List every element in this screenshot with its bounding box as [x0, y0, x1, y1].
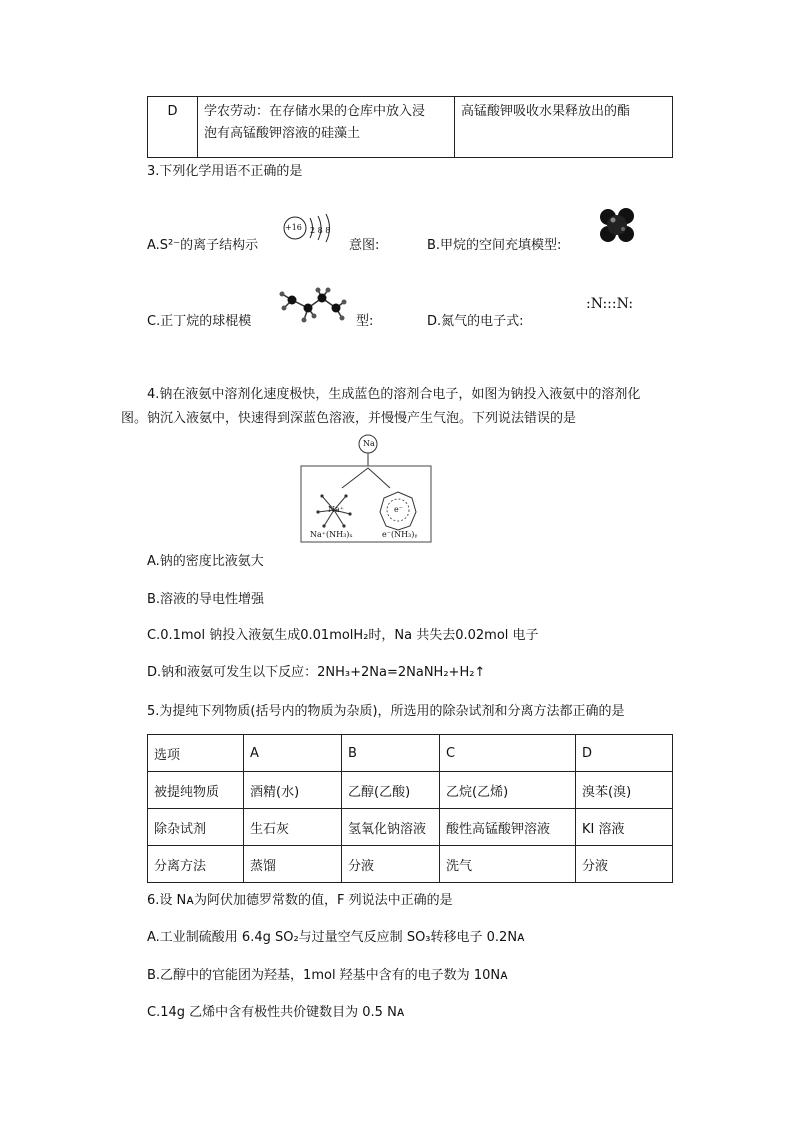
- q6-option-c: C.14g 乙烯中含有极性共价键数目为 0.5 Nᴀ: [147, 1005, 405, 1020]
- previous-question-table-row-d: [147, 96, 673, 158]
- row-d-knowledge: 高锰酸钾吸收水果释放出的酯: [455, 97, 673, 158]
- nitrogen-electron-formula: :N:::N:: [586, 296, 634, 312]
- table-cell: KI 溶液: [576, 809, 673, 846]
- table-cell: 酸性高锰酸钾溶液: [440, 809, 576, 846]
- sodium-solvation-figure: [300, 434, 432, 544]
- table-cell: 氢氧化钠溶液: [342, 809, 440, 846]
- table-cell: 分液: [576, 846, 673, 883]
- q3-stem: 3.下列化学用语不正确的是: [147, 164, 303, 179]
- table-row: [148, 809, 673, 846]
- q6-option-a: A.工业制硫酸用 6.4g SO₂与过量空气反应制 SO₃转移电子 0.2Nᴀ: [147, 930, 525, 945]
- purification-table: [147, 734, 673, 883]
- q4-stem-line2: 图。钠沉入液氨中，快速得到深蓝色溶液，并慢慢产生气泡。下列说法错误的是: [121, 411, 577, 426]
- table-cell: A: [244, 735, 342, 772]
- row-d-option: D: [148, 97, 198, 158]
- figure-left-caption: Na⁺(NH₃)ₓ: [310, 530, 353, 539]
- table-cell: 分液: [342, 846, 440, 883]
- q3-option-d: D.氮气的电子式:: [427, 314, 524, 329]
- table-cell: D: [576, 735, 673, 772]
- table-cell: 蒸馏: [244, 846, 342, 883]
- table-cell: 选项: [148, 735, 244, 772]
- q4-stem-line1: 4.钠在液氨中溶剂化速度极快，生成蓝色的溶剂合电子，如图为钠投入液氨中的溶剂化: [147, 387, 641, 402]
- sulfide-shell-electrons: 2 8 8: [310, 226, 331, 235]
- figure-electron-label: e⁻: [394, 505, 403, 514]
- butane-ball-and-stick-model: [272, 286, 352, 326]
- q3-option-c-prefix: C.正丁烷的球棍模: [147, 314, 252, 329]
- q6-stem: 6.设 Nᴀ为阿伏加德罗常数的值，F 列说法中正确的是: [147, 893, 453, 908]
- table-cell: 分离方法: [148, 846, 244, 883]
- methane-space-filling-model: [596, 205, 640, 245]
- table-cell: 溴苯(溴): [576, 772, 673, 809]
- table-cell: 酒精(水): [244, 772, 342, 809]
- row-d-activity: [198, 97, 455, 158]
- table-cell: 除杂试剂: [148, 809, 244, 846]
- q6-option-b: B.乙醇中的官能团为羟基，1mol 羟基中含有的电子数为 10Nᴀ: [147, 968, 508, 983]
- table-cell: 乙醇(乙酸): [342, 772, 440, 809]
- row-d-activity-line2: 泡有高锰酸钾溶液的硅藻土: [204, 126, 361, 141]
- q3-option-a-suffix: 意图:: [349, 238, 380, 253]
- table-cell: 乙烷(乙烯): [440, 772, 576, 809]
- table-cell: 洗气: [440, 846, 576, 883]
- table-row: [148, 735, 673, 772]
- q3-option-c-suffix: 型:: [356, 314, 374, 329]
- table-cell: C: [440, 735, 576, 772]
- solvation-figure-graphics: [300, 434, 432, 544]
- table-cell: 被提纯物质: [148, 772, 244, 809]
- figure-sodium-ion-label: Na⁺: [328, 505, 344, 514]
- table-cell: B: [342, 735, 440, 772]
- table-row: [148, 846, 673, 883]
- figure-right-caption: e⁻(NH₃)ᵧ: [382, 530, 418, 539]
- row-d-activity-line1: 学农劳动：在存储水果的仓库中放入浸: [204, 104, 426, 119]
- q3-option-a-prefix: A.S²⁻的离子结构示: [147, 238, 259, 253]
- q4-option-b: B.溶液的导电性增强: [147, 592, 265, 607]
- table-cell: 生石灰: [244, 809, 342, 846]
- q5-stem: 5.为提纯下列物质(括号内的物质为杂质)，所选用的除杂试剂和分离方法都正确的是: [147, 704, 625, 719]
- q3-option-b: B.甲烷的空间充填模型:: [427, 238, 562, 253]
- q4-option-c: C.0.1mol 钠投入液氨生成0.01molH₂时，Na 共失去0.02mol 电子: [147, 628, 539, 643]
- table-row: [148, 772, 673, 809]
- q4-option-a: A.钠的密度比液氨大: [147, 554, 264, 569]
- q4-option-d: D.钠和液氨可发生以下反应：2NH₃+2Na=2NaNH₂+H₂↑: [147, 665, 486, 680]
- figure-sodium-label: Na: [363, 439, 375, 448]
- sulfide-nucleus-charge: +16: [285, 223, 302, 232]
